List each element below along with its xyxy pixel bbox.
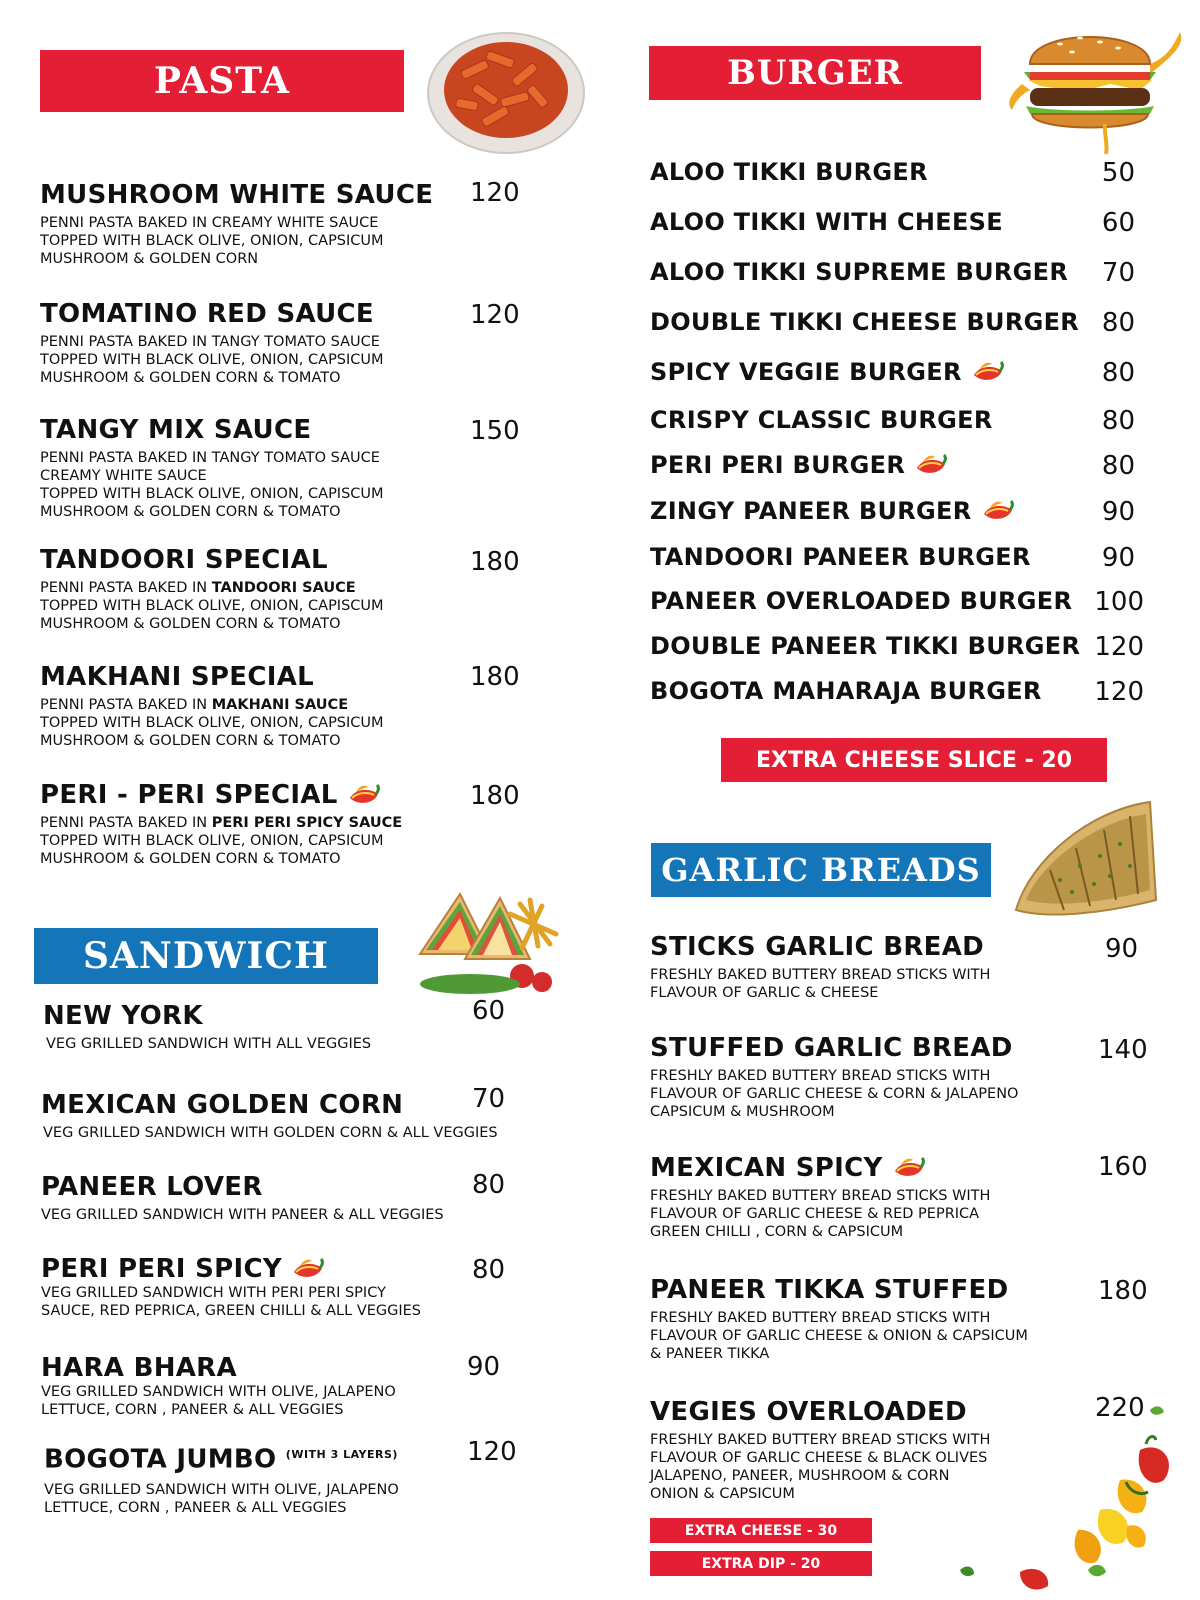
item-name: TOMATINO RED SAUCE bbox=[40, 299, 374, 329]
item-description bbox=[41, 1206, 444, 1224]
item-name-row bbox=[650, 358, 1004, 386]
burger-banner bbox=[649, 46, 981, 100]
item-price: 90 bbox=[1101, 497, 1135, 527]
desc-line: TOPPED WITH BLACK OLIVE, ONION, CAPSICUM bbox=[40, 352, 384, 368]
desc-line: PENNI PASTA BAKED IN TANDOORI SAUCE bbox=[40, 580, 356, 596]
garlic-bread-item[interactable] bbox=[650, 1153, 990, 1241]
burger-item[interactable] bbox=[650, 677, 1150, 709]
desc-line: PENNI PASTA BAKED IN CREAMY WHITE SAUCE bbox=[40, 215, 379, 231]
item-price: 60 bbox=[1101, 208, 1135, 238]
desc-line: JALAPENO, PANEER, MUSHROOM & CORN bbox=[650, 1468, 950, 1484]
item-name: DOUBLE PANEER TIKKI BURGER bbox=[650, 632, 1081, 660]
item-price: 120 bbox=[467, 1437, 517, 1467]
item-name: BOGOTA JUMBO bbox=[44, 1444, 277, 1475]
item-name: ALOO TIKKI WITH CHEESE bbox=[650, 208, 1003, 236]
sandwich-image bbox=[410, 884, 570, 1000]
item-description bbox=[650, 1309, 1028, 1363]
desc-line: FRESHLY BAKED BUTTERY BREAD STICKS WITH bbox=[650, 967, 991, 983]
sandwich-item[interactable] bbox=[41, 1090, 498, 1142]
item-name: PANEER TIKKA STUFFED bbox=[650, 1275, 1009, 1305]
desc-line: MUSHROOM & GOLDEN CORN & TOMATO bbox=[40, 733, 341, 749]
desc-line: FLAVOUR OF GARLIC CHEESE & BLACK OLIVES bbox=[650, 1450, 988, 1466]
item-price: 150 bbox=[470, 416, 520, 446]
item-price: 70 bbox=[1101, 258, 1135, 288]
item-description bbox=[40, 449, 384, 521]
item-name: BOGOTA MAHARAJA BURGER bbox=[650, 677, 1042, 705]
desc-line: PENNI PASTA BAKED IN PERI PERI SPICY SAUCE bbox=[40, 815, 403, 831]
extra-cheese-slice-bar bbox=[721, 738, 1107, 782]
burger-item[interactable] bbox=[650, 632, 1150, 664]
item-name-row bbox=[650, 497, 1014, 525]
item-name: PANEER LOVER bbox=[41, 1172, 263, 1202]
garlic-bread-item[interactable] bbox=[650, 932, 990, 1002]
item-price: 180 bbox=[1098, 1276, 1148, 1306]
desc-line: FRESHLY BAKED BUTTERY BREAD STICKS WITH bbox=[650, 1432, 991, 1448]
extra-label: EXTRA CHEESE SLICE - 20 bbox=[755, 747, 1073, 773]
desc-line: CREAMY WHITE SAUCE bbox=[40, 468, 207, 484]
item-price: 50 bbox=[1101, 158, 1135, 188]
desc-line: MUSHROOM & GOLDEN CORN & TOMATO bbox=[40, 851, 341, 867]
item-name: TANDOORI SPECIAL bbox=[40, 545, 328, 575]
item-name-row bbox=[650, 1153, 990, 1183]
burger-item[interactable] bbox=[650, 497, 1150, 529]
item-price: 180 bbox=[470, 662, 520, 692]
item-name: SPICY VEGGIE BURGER bbox=[650, 358, 962, 386]
item-name: HARA BHARA bbox=[41, 1353, 237, 1383]
desc-line: SAUCE, RED PEPRICA, GREEN CHILLI & ALL VEGGIES bbox=[41, 1303, 422, 1319]
desc-line: LETTUCE, CORN , PANEER & ALL VEGGIES bbox=[44, 1499, 347, 1516]
pasta-item[interactable] bbox=[40, 415, 384, 521]
item-name: CRISPY CLASSIC BURGER bbox=[650, 406, 993, 434]
desc-line: PENNI PASTA BAKED IN MAKHANI SAUCE bbox=[40, 697, 349, 713]
desc-line: FRESHLY BAKED BUTTERY BREAD STICKS WITH bbox=[650, 1068, 991, 1084]
burger-item[interactable] bbox=[650, 308, 1150, 340]
desc-line: VEG GRILLED SANDWICH WITH PANEER & ALL VEGGIES bbox=[41, 1207, 444, 1223]
desc-line: TOPPED WITH BLACK OLIVE, ONION, CAPSICUM bbox=[40, 715, 384, 731]
desc-line: TOPPED WITH BLACK OLIVE, ONION, CAPISCUM bbox=[40, 598, 384, 614]
desc-line: FLAVOUR OF GARLIC & CHEESE bbox=[650, 985, 879, 1001]
item-price: 80 bbox=[1101, 308, 1135, 338]
pasta-item[interactable] bbox=[40, 299, 384, 387]
desc-line: LETTUCE, CORN , PANEER & ALL VEGGIES bbox=[41, 1402, 344, 1418]
item-price: 80 bbox=[472, 1255, 506, 1285]
pasta-item[interactable] bbox=[40, 545, 384, 633]
desc-line: PENNI PASTA BAKED IN TANGY TOMATO SAUCE bbox=[40, 450, 380, 466]
item-name: NEW YORK bbox=[43, 1001, 203, 1031]
pasta-banner bbox=[40, 50, 404, 112]
item-name-row bbox=[41, 1254, 421, 1284]
garlic-bread-item[interactable] bbox=[650, 1033, 1018, 1121]
item-price: 70 bbox=[472, 1084, 506, 1114]
item-price: 120 bbox=[470, 300, 520, 330]
item-price: 180 bbox=[470, 781, 520, 811]
desc-line: MUSHROOM & GOLDEN CORN & TOMATO bbox=[40, 370, 341, 386]
item-tag: (WITH 3 LAYERS) bbox=[285, 1448, 398, 1461]
burger-image bbox=[1000, 14, 1190, 156]
item-price: 90 bbox=[1105, 934, 1139, 964]
sandwich-banner bbox=[34, 928, 378, 984]
chili-pepper-icon bbox=[290, 1258, 324, 1282]
item-description bbox=[650, 1067, 1018, 1121]
item-name: MEXICAN SPICY bbox=[650, 1153, 883, 1183]
item-name: PANEER OVERLOADED BURGER bbox=[650, 587, 1073, 615]
item-name: MEXICAN GOLDEN CORN bbox=[41, 1090, 404, 1120]
chili-pepper-icon bbox=[891, 1157, 925, 1181]
item-price: 160 bbox=[1098, 1152, 1148, 1182]
desc-line: MUSHROOM & GOLDEN CORN & TOMATO bbox=[40, 504, 341, 520]
item-description bbox=[650, 1431, 990, 1503]
burger-item[interactable] bbox=[650, 258, 1150, 290]
item-price: 120 bbox=[1094, 632, 1144, 662]
desc-line: TOPPED WITH BLACK OLIVE, ONION, CAPISCUM bbox=[40, 486, 384, 502]
item-name: PERI PERI SPICY bbox=[41, 1254, 282, 1284]
desc-line: PENNI PASTA BAKED IN TANGY TOMATO SAUCE bbox=[40, 334, 380, 350]
item-description bbox=[40, 696, 384, 750]
item-name: PERI - PERI SPECIAL bbox=[40, 780, 338, 810]
desc-line: & PANEER TIKKA bbox=[650, 1346, 770, 1362]
burger-item[interactable] bbox=[650, 358, 1150, 390]
sandwich-title: SANDWICH bbox=[83, 935, 329, 977]
item-name: TANDOORI PANEER BURGER bbox=[650, 543, 1031, 571]
item-description bbox=[650, 1187, 990, 1241]
item-price: 90 bbox=[467, 1352, 501, 1382]
item-price: 120 bbox=[470, 178, 520, 208]
desc-line: FLAVOUR OF GARLIC CHEESE & RED PEPRICA bbox=[650, 1206, 980, 1222]
garlic-breads-banner bbox=[651, 843, 991, 897]
item-price: 90 bbox=[1101, 543, 1135, 573]
item-name: MUSHROOM WHITE SAUCE bbox=[40, 180, 434, 210]
desc-line: VEG GRILLED SANDWICH WITH PERI PERI SPICY bbox=[41, 1285, 386, 1301]
item-price: 120 bbox=[1094, 677, 1144, 707]
desc-line: FLAVOUR OF GARLIC CHEESE & ONION & CAPSICUM bbox=[650, 1328, 1028, 1344]
sandwich-item[interactable] bbox=[41, 1254, 421, 1320]
chili-pepper-icon bbox=[970, 361, 1004, 385]
desc-line: FRESHLY BAKED BUTTERY BREAD STICKS WITH bbox=[650, 1310, 991, 1326]
chili-pepper-icon bbox=[913, 454, 947, 478]
item-price: 80 bbox=[472, 1170, 506, 1200]
item-price: 80 bbox=[1101, 451, 1135, 481]
item-description bbox=[44, 1481, 399, 1517]
item-description bbox=[40, 333, 384, 387]
item-price: 60 bbox=[472, 996, 506, 1026]
garlic-breads-title: GARLIC BREADS bbox=[661, 851, 981, 889]
item-price: 80 bbox=[1101, 406, 1135, 436]
burger-item[interactable] bbox=[650, 543, 1150, 575]
item-name-row bbox=[40, 780, 402, 810]
desc-line: ONION & CAPSICUM bbox=[650, 1486, 795, 1502]
desc-line: VEG GRILLED SANDWICH WITH OLIVE, JALAPENO bbox=[44, 1481, 399, 1498]
item-description bbox=[40, 814, 402, 868]
item-name-row bbox=[650, 451, 947, 479]
chili-pepper-icon bbox=[346, 784, 380, 808]
burger-item[interactable] bbox=[650, 158, 1150, 190]
sandwich-item[interactable] bbox=[43, 1001, 371, 1053]
item-price: 80 bbox=[1101, 358, 1135, 388]
extra-label: EXTRA DIP - 20 bbox=[701, 1555, 821, 1572]
item-price: 180 bbox=[470, 547, 520, 577]
desc-line: TOPPED WITH BLACK OLIVE, ONION, CAPSICUM bbox=[40, 833, 384, 849]
item-description bbox=[41, 1383, 396, 1419]
garlic-bread-image bbox=[1010, 800, 1160, 926]
desc-line: MUSHROOM & GOLDEN CORN bbox=[40, 251, 259, 267]
item-description bbox=[41, 1284, 421, 1320]
desc-line: MUSHROOM & GOLDEN CORN & TOMATO bbox=[40, 616, 341, 632]
item-name: TANGY MIX SAUCE bbox=[40, 415, 312, 445]
chili-pepper-icon bbox=[980, 500, 1014, 524]
extra-dip-bar bbox=[650, 1551, 872, 1576]
desc-line: VEG GRILLED SANDWICH WITH OLIVE, JALAPENO bbox=[41, 1384, 396, 1400]
garlic-bread-item[interactable] bbox=[650, 1275, 1028, 1363]
desc-line: TOPPED WITH BLACK OLIVE, ONION, CAPSICUM bbox=[40, 233, 384, 249]
item-name: PERI PERI BURGER bbox=[650, 451, 906, 479]
bell-pepper-decoration-image bbox=[950, 1400, 1190, 1600]
item-name: STUFFED GARLIC BREAD bbox=[650, 1033, 1013, 1063]
item-description bbox=[40, 214, 433, 268]
burger-item[interactable] bbox=[650, 208, 1150, 240]
item-name: VEGIES OVERLOADED bbox=[650, 1397, 967, 1427]
item-description bbox=[43, 1124, 498, 1142]
item-description bbox=[46, 1035, 371, 1053]
item-description bbox=[40, 579, 384, 633]
pasta-bowl-image bbox=[426, 30, 586, 156]
item-name: MAKHANI SPECIAL bbox=[40, 662, 314, 692]
extra-label: EXTRA CHEESE - 30 bbox=[684, 1522, 838, 1539]
item-name: ALOO TIKKI SUPREME BURGER bbox=[650, 258, 1069, 286]
desc-line: CAPSICUM & MUSHROOM bbox=[650, 1104, 835, 1120]
desc-line: VEG GRILLED SANDWICH WITH GOLDEN CORN & ALL VEGGIES bbox=[43, 1125, 498, 1141]
item-name: STICKS GARLIC BREAD bbox=[650, 932, 985, 962]
sandwich-item[interactable] bbox=[41, 1353, 396, 1419]
item-price: 140 bbox=[1098, 1035, 1148, 1065]
desc-line: FRESHLY BAKED BUTTERY BREAD STICKS WITH bbox=[650, 1188, 991, 1204]
desc-line: VEG GRILLED SANDWICH WITH ALL VEGGIES bbox=[46, 1036, 372, 1052]
burger-item[interactable] bbox=[650, 587, 1150, 619]
item-price: 220 bbox=[1095, 1393, 1145, 1423]
item-name: DOUBLE TIKKI CHEESE BURGER bbox=[650, 308, 1080, 336]
item-price: 100 bbox=[1094, 587, 1144, 617]
desc-line: GREEN CHILLI , CORN & CAPSICUM bbox=[650, 1224, 904, 1240]
burger-item[interactable] bbox=[650, 451, 1150, 483]
pasta-item[interactable] bbox=[40, 662, 384, 750]
sandwich-item[interactable] bbox=[44, 1440, 399, 1517]
pasta-item[interactable] bbox=[40, 780, 402, 868]
sandwich-item[interactable] bbox=[41, 1172, 444, 1224]
extra-cheese-bar bbox=[650, 1518, 872, 1543]
item-name: ZINGY PANEER BURGER bbox=[650, 497, 972, 525]
garlic-bread-item[interactable] bbox=[650, 1397, 990, 1503]
burger-item[interactable] bbox=[650, 406, 1150, 438]
desc-line: FLAVOUR OF GARLIC CHEESE & CORN & JALAPENO bbox=[650, 1086, 1019, 1102]
item-description bbox=[650, 966, 990, 1002]
pasta-title: PASTA bbox=[153, 60, 291, 102]
burger-title: BURGER bbox=[727, 53, 903, 93]
item-name: ALOO TIKKI BURGER bbox=[650, 158, 928, 186]
pasta-item[interactable] bbox=[40, 180, 433, 268]
item-name-row bbox=[44, 1440, 399, 1475]
